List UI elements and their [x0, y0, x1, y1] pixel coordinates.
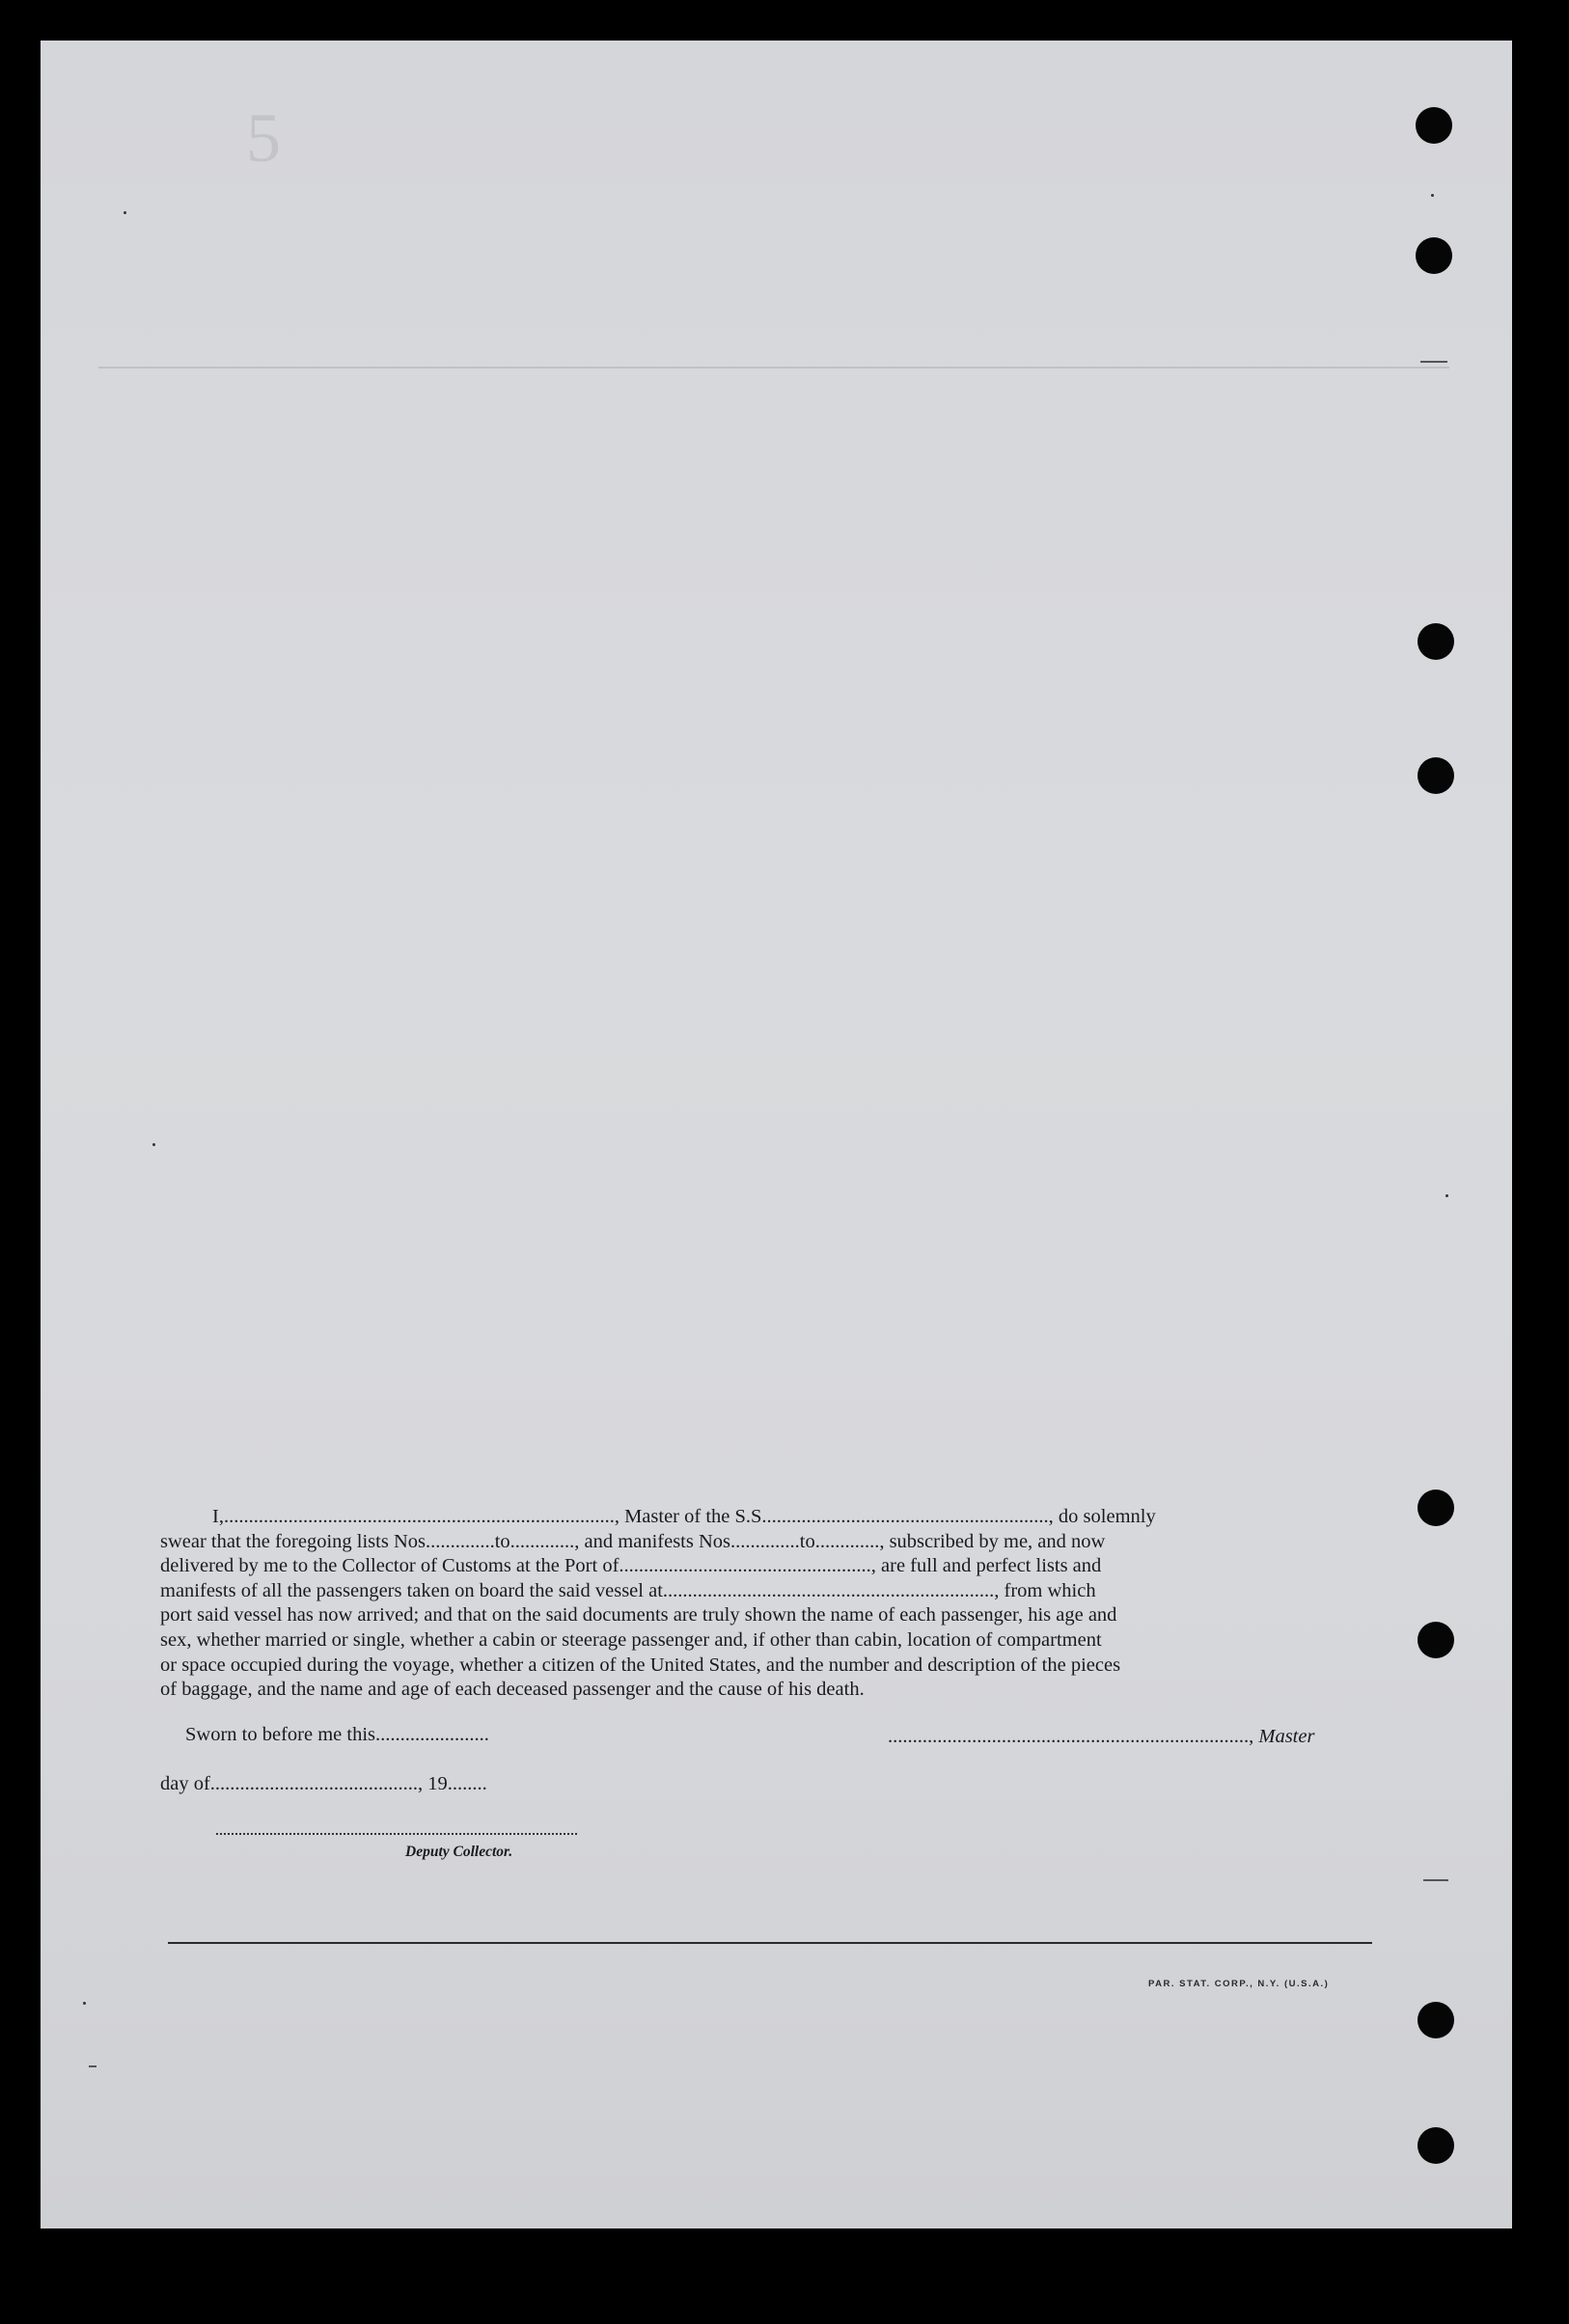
deputy-collector-label: Deputy Collector.	[405, 1844, 513, 1860]
form-sheet	[41, 41, 1512, 2228]
oath-line: of baggage, and the name and age of each deceased passenger and the cause of his death.	[160, 1679, 865, 1701]
oath-line: I,..............................................................................., Master of the S.S.........................................................., do solemnly	[212, 1506, 1156, 1527]
oath-line: delivered by me to the Collector of Customs at the Port of..................................................., are full and perfect lists and	[160, 1555, 1102, 1577]
oath-line: swear that the foregoing lists Nos..............to............., and manifests Nos..............to............., subscribed by me, and now	[160, 1530, 1106, 1552]
scan-speck	[1431, 194, 1434, 197]
binder-hole	[1418, 2002, 1454, 2038]
oath-line: sex, whether married or single, whether a cabin or steerage passenger and, if other than cabin, location of compartment	[160, 1628, 1102, 1651]
faint-bleedthrough-rule	[98, 367, 1449, 369]
binder-hole	[1418, 623, 1454, 660]
oath-line: or space occupied during the voyage, whether a citizen of the United States, and the number and description of the pieces	[160, 1654, 1121, 1676]
binder-hole	[1418, 1622, 1454, 1658]
scan-mark	[89, 2065, 96, 2067]
binder-hole	[1418, 757, 1454, 794]
binder-hole	[1416, 107, 1452, 144]
sworn-before-line: Sworn to before me this.......................	[185, 1724, 489, 1745]
bottom-rule	[168, 1942, 1372, 1944]
scan-mark	[1420, 361, 1447, 363]
scan-speck	[1445, 1194, 1448, 1197]
faint-bleedthrough-number: 5	[246, 99, 281, 177]
binder-hole	[1418, 1490, 1454, 1526]
master-label: Master	[1258, 1726, 1315, 1747]
oath-line: port said vessel has now arrived; and that on the said documents are truly shown the name of each passenger, his age and	[160, 1604, 1117, 1627]
printer-imprint: PAR. STAT. CORP., N.Y. (U.S.A.)	[1148, 1979, 1330, 1989]
scan-mark	[1423, 1879, 1448, 1881]
scan-speck	[124, 211, 126, 214]
day-of-line: day of.........................................., 19........	[160, 1773, 487, 1794]
master-signature-dots: .........................................................................,	[888, 1726, 1254, 1747]
master-signature-line	[888, 1726, 1314, 1748]
binder-hole	[1416, 237, 1452, 274]
scan-speck	[83, 2002, 86, 2005]
master-oath-paragraph	[160, 1505, 1382, 1703]
scan-speck	[152, 1143, 155, 1146]
oath-line: manifests of all the passengers taken on board the said vessel at..................................................................., from which	[160, 1579, 1096, 1601]
binder-hole	[1418, 2127, 1454, 2164]
deputy-collector-signature-line	[216, 1833, 577, 1835]
